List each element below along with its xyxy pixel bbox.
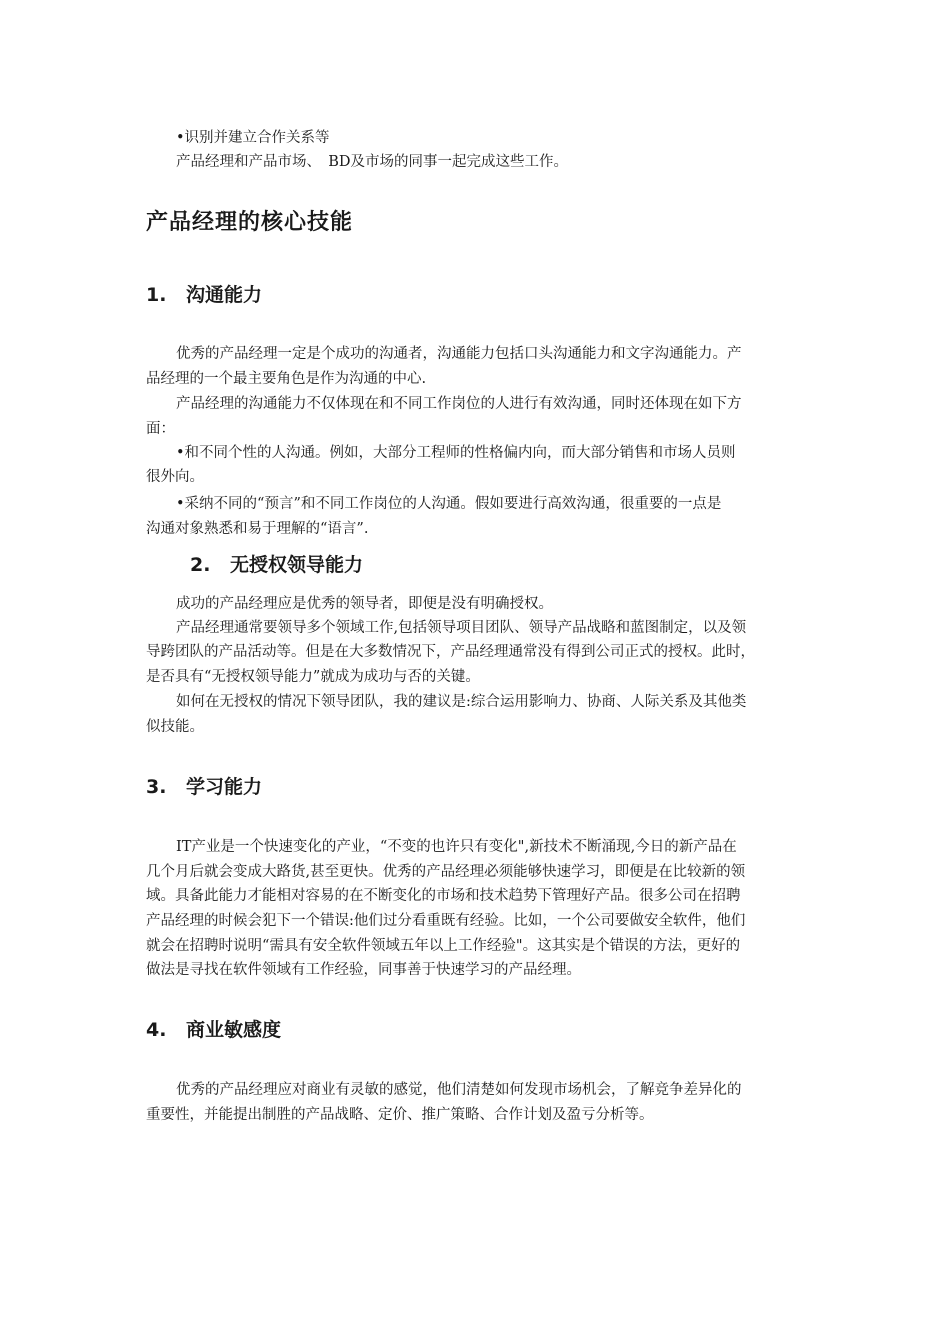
s2-line-5: 如何在无授权的情况下领导团队，我的建议是:综合运用影响力、协商、人际关系及其他类 bbox=[176, 694, 747, 710]
s2-line-1: 成功的产品经理应是优秀的领导者，即便是没有明确授权。 bbox=[176, 596, 553, 612]
s1-line-8: 沟通对象熟悉和易于理解的“语言”. bbox=[146, 521, 369, 537]
s2-line-3: 导跨团队的产品活动等。但是在大多数情况下，产品经理通常没有得到公司正式的授权。此时， bbox=[146, 644, 755, 660]
intro-line: 产品经理和产品市场、 BD及市场的同事一起完成这些工作。 bbox=[176, 154, 569, 170]
s2-line-6: 似技能。 bbox=[146, 719, 204, 735]
s1-line-5: •和不同个性的人沟通。例如，大部分工程师的性格偏内向，而大部分销售和市场人员则 bbox=[176, 445, 736, 461]
s1-line-3: 产品经理的沟通能力不仅体现在和不同工作岗位的人进行有效沟通，同时还体现在如下方 bbox=[176, 396, 742, 412]
section-2-title: 无授权领导能力 bbox=[230, 554, 364, 576]
s3-line-6: 做法是寻找在软件领域有工作经验，同事善于快速学习的产品经理。 bbox=[146, 962, 581, 978]
section-3-number: 3. bbox=[146, 776, 167, 798]
s1-line-6: 很外向。 bbox=[146, 469, 204, 485]
section-1-heading bbox=[146, 281, 262, 309]
section-3-title: 学习能力 bbox=[186, 776, 263, 798]
s4-line-2: 重要性，并能提出制胜的产品战略、定价、推广策略、合作计划及盈亏分析等。 bbox=[146, 1107, 654, 1123]
main-title: 产品经理的核心技能 bbox=[146, 210, 354, 235]
section-4-heading bbox=[146, 1016, 281, 1044]
s3-line-4: 产品经理的时候会犯下一个错误:他们过分看重既有经验。比如，一个公司要做安全软件，他们 bbox=[146, 913, 746, 929]
s3-line-1: IT产业是一个快速变化的产业，“不变的也许只有变化",新技术不断涌现,今日的新产品在 bbox=[176, 839, 737, 855]
section-3-heading bbox=[146, 773, 262, 801]
s1-line-4: 面： bbox=[146, 421, 175, 437]
s1-line-7: •采纳不同的“预言”和不同工作岗位的人沟通。假如要进行高效沟通，很重要的一点是 bbox=[176, 496, 722, 512]
section-1-title: 沟通能力 bbox=[186, 284, 263, 306]
s2-line-2: 产品经理通常要领导多个领域工作,包括领导项目团队、领导产品战略和蓝图制定，以及领 bbox=[176, 620, 747, 636]
s3-line-2: 几个月后就会变成大路货,甚至更快。优秀的产品经理必须能够快速学习，即便是在比较新的领 bbox=[146, 864, 746, 880]
section-2-heading bbox=[190, 551, 363, 579]
section-4-title: 商业敏感度 bbox=[186, 1019, 282, 1041]
s3-line-3: 域。具备此能力才能相对容易的在不断变化的市场和技术趋势下管理好产品。很多公司在招聘 bbox=[146, 888, 741, 904]
s3-line-5: 就会在招聘时说明“需具有安全软件领域五年以上工作经验"。这其实是个错误的方法，更好的 bbox=[146, 938, 741, 954]
s1-line-1: 优秀的产品经理一定是个成功的沟通者，沟通能力包括口头沟通能力和文字沟通能力。产 bbox=[176, 346, 742, 362]
section-1-number: 1. bbox=[146, 284, 167, 306]
section-4-number: 4. bbox=[146, 1019, 167, 1041]
s4-line-1: 优秀的产品经理应对商业有灵敏的感觉，他们清楚如何发现市场机会，了解竞争差异化的 bbox=[176, 1082, 742, 1098]
s2-line-4: 是否具有“无授权领导能力”就成为成功与否的关键。 bbox=[146, 669, 480, 685]
section-2-number: 2. bbox=[190, 554, 211, 576]
s1-line-2: 品经理的一个最主要角色是作为沟通的中心. bbox=[146, 371, 427, 387]
intro-bullet: •识别并建立合作关系等 bbox=[176, 130, 330, 146]
